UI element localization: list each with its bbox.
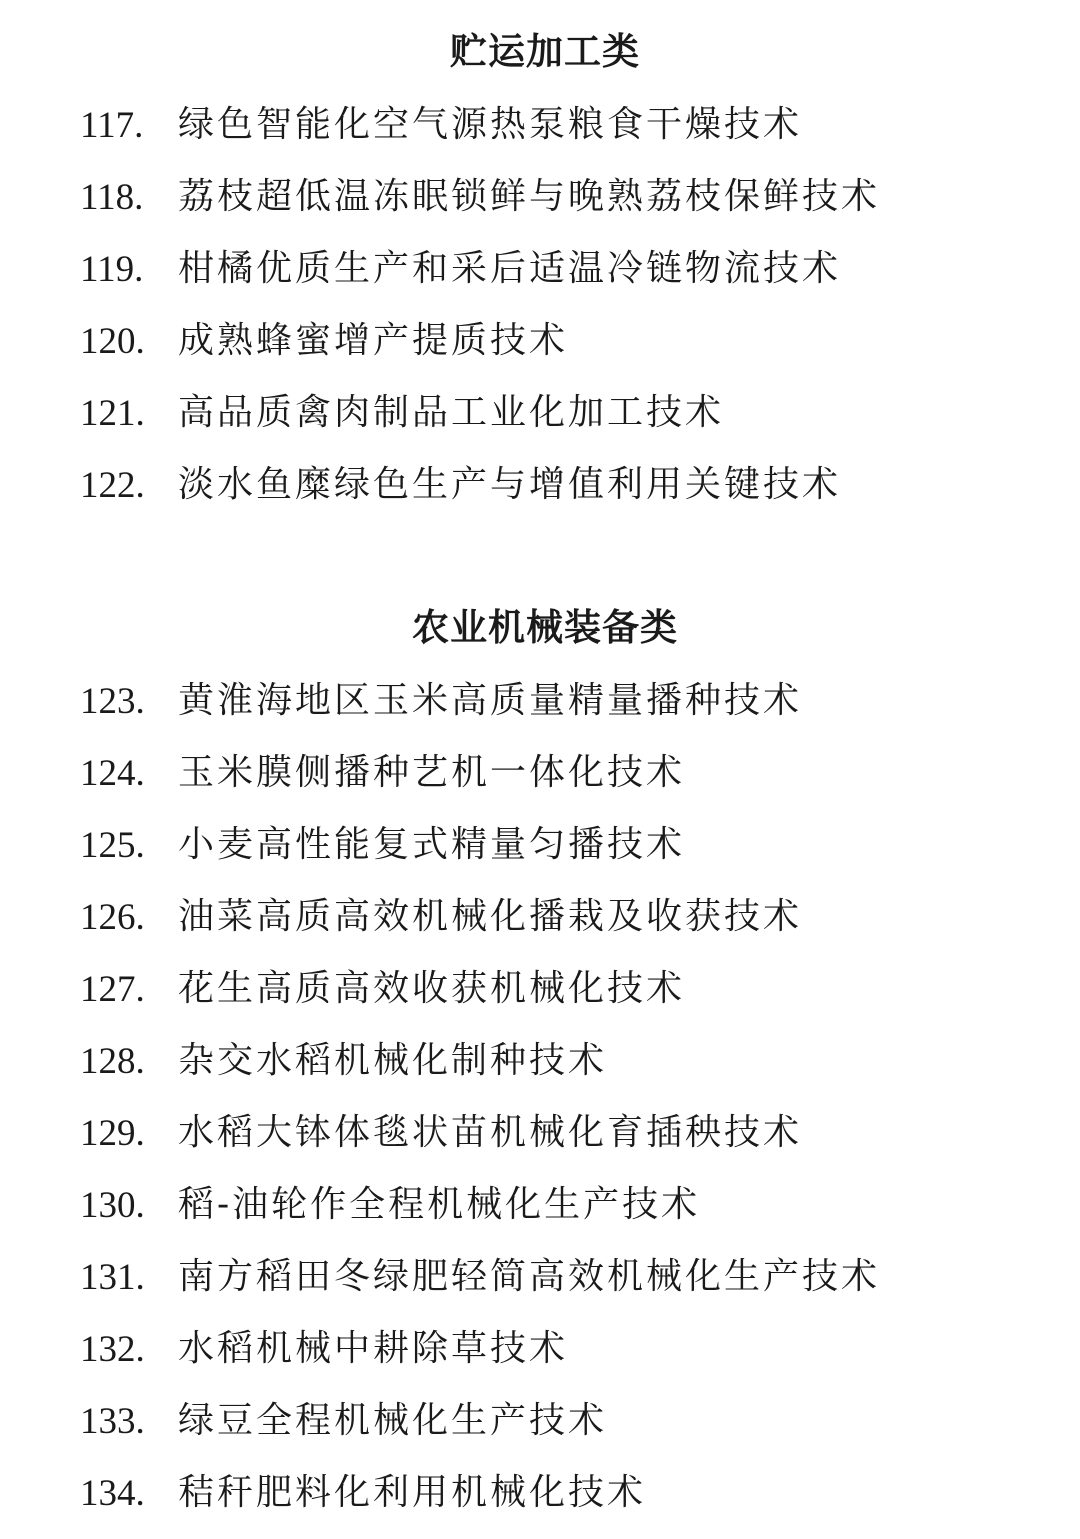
item-text: 油菜高质高效机械化播栽及收获技术 (178, 896, 803, 937)
item-text: 水稻机械中耕除草技术 (178, 1328, 569, 1369)
item-number: 120. (80, 320, 145, 362)
item-number: 121. (80, 392, 145, 434)
item-text: 小麦高性能复式精量匀播技术 (178, 824, 686, 865)
item-text: 淡水鱼糜绿色生产与增值利用关键技术 (178, 464, 842, 505)
list-item (80, 676, 802, 726)
item-text: 杂交水稻机械化制种技术 (178, 1040, 608, 1081)
item-text: 柑橘优质生产和采后适温冷链物流技术 (178, 248, 842, 289)
list-item (80, 820, 685, 870)
item-text: 黄淮海地区玉米高质量精量播种技术 (178, 680, 803, 721)
list-item (80, 1396, 607, 1446)
item-text: 高品质禽肉制品工业化加工技术 (178, 392, 725, 433)
section-heading-agricultural-machinery: 农业机械装备类 (412, 606, 678, 649)
item-number: 131. (80, 1256, 145, 1298)
list-item (80, 244, 841, 294)
item-number: 126. (80, 896, 145, 938)
list-item (80, 964, 685, 1014)
item-number: 132. (80, 1328, 145, 1370)
list-item (80, 892, 802, 942)
list-item (80, 1324, 568, 1374)
item-text: 秸秆肥料化利用机械化技术 (178, 1472, 647, 1513)
list-item (80, 1108, 802, 1158)
item-number: 133. (80, 1400, 145, 1442)
item-number: 117. (80, 104, 144, 146)
item-text: 花生高质高效收获机械化技术 (178, 968, 686, 1009)
item-text: 南方稻田冬绿肥轻简高效机械化生产技术 (178, 1256, 881, 1297)
list-item (80, 388, 724, 438)
item-text: 水稻大钵体毯状苗机械化育插秧技术 (178, 1112, 803, 1153)
list-item (80, 1036, 607, 1086)
section-heading-storage-processing: 贮运加工类 (450, 30, 640, 73)
item-number: 124. (80, 752, 145, 794)
item-text: 成熟蜂蜜增产提质技术 (178, 320, 569, 361)
item-number: 129. (80, 1112, 145, 1154)
item-text: 绿色智能化空气源热泵粮食干燥技术 (178, 104, 803, 145)
list-item (80, 1468, 646, 1518)
list-item (80, 748, 685, 798)
list-item (80, 172, 880, 222)
item-number: 125. (80, 824, 145, 866)
item-number: 134. (80, 1472, 145, 1514)
item-number: 128. (80, 1040, 145, 1082)
item-text: 荔枝超低温冻眠锁鲜与晚熟荔枝保鲜技术 (178, 176, 881, 217)
list-item (80, 1252, 880, 1302)
item-text: 稻-油轮作全程机械化生产技术 (178, 1184, 701, 1225)
item-number: 122. (80, 464, 145, 506)
item-number: 130. (80, 1184, 145, 1226)
item-number: 119. (80, 248, 144, 290)
item-text: 玉米膜侧播种艺机一体化技术 (178, 752, 686, 793)
list-item (80, 1180, 700, 1230)
item-number: 127. (80, 968, 145, 1010)
item-number: 118. (80, 176, 144, 218)
item-text: 绿豆全程机械化生产技术 (178, 1400, 608, 1441)
list-item (80, 460, 841, 510)
list-item (80, 100, 802, 150)
list-item (80, 316, 568, 366)
item-number: 123. (80, 680, 145, 722)
